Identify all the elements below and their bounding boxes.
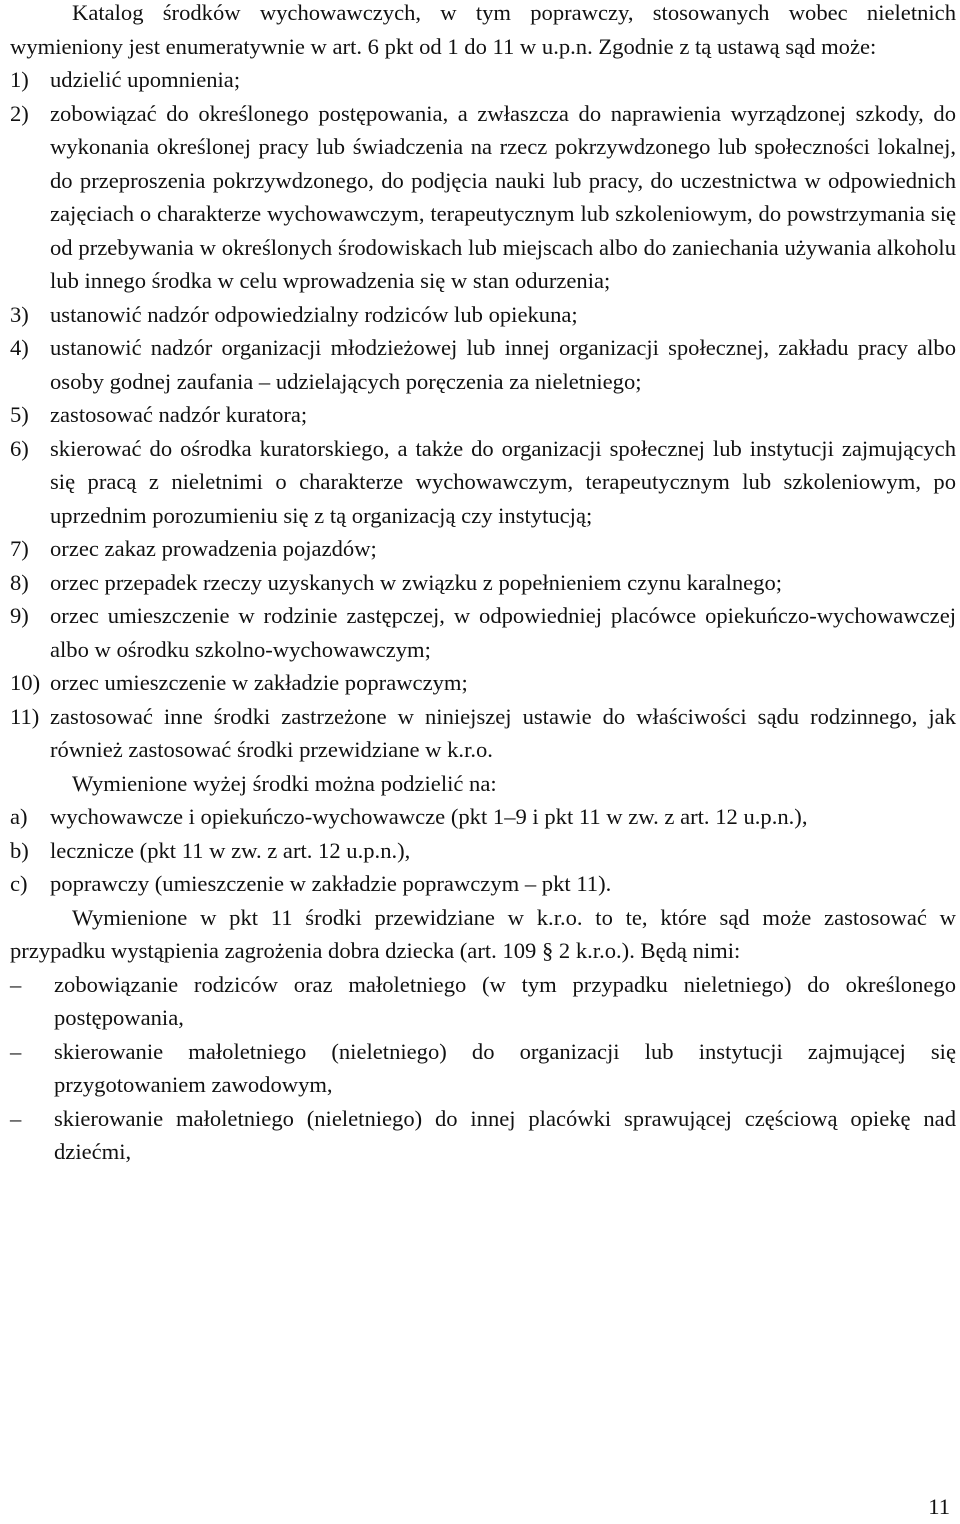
division-list — [10, 800, 956, 901]
measures-list — [10, 63, 956, 767]
item-text: skierowanie małoletniego (nieletniego) do organizacji lub instytucji zajmującej się przygotowaniem zawodowym, — [54, 1038, 956, 1097]
item-number: 5) — [10, 402, 29, 427]
item-text: zastosować inne środki zastrzeżone w niniejszej ustawie do właściwości sądu rodzinnego, jak również zastosować środki przewidziane w k.r.o. — [50, 703, 956, 762]
kro-list — [10, 968, 956, 1169]
item-text: wychowawcze i opiekuńczo-wychowawcze (pkt 1–9 i pkt 11 w zw. z art. 12 u.p.n.), — [50, 804, 808, 829]
item-letter: b) — [10, 837, 29, 863]
item-text: ustanowić nadzór organizacji młodzieżowej lub innej organizacji społecznej, zakładu pracy albo osoby godnej zaufania – udzielających poręczenia za nieletniego; — [50, 335, 956, 394]
item-text: zobowiązać do określonego postępowania, a zwłaszcza do naprawienia wyrządzonej szkody, do wykonania określonej pracy lub świadczenia na rzecz pokrzywdzonego lub społeczności lokalnej, do przeproszenia pokrzywdzonego, do podjęcia nauki lub pracy, do uczestnictwa w odpowiednich zajęciach o charakterze wychowawczym, terapeutycznym lub szkoleniowym, do powstrzymania się od przebywania w określonych środowiskach lub miejscach albo do zaniechania używania alkoholu lub innego środka w celu wprowadzenia się w stan odurzenia; — [50, 100, 956, 293]
item-text: orzec przepadek rzeczy uzyskanych w związku z popełnieniem czynu karalnego; — [50, 569, 783, 595]
item-text: zastosować nadzór kuratora; — [50, 402, 308, 427]
item-letter: a) — [10, 804, 28, 829]
list-item — [10, 1035, 956, 1102]
item-text: skierowanie małoletniego (nieletniego) do innej placówki sprawującej częściową opiekę nad dziećmi, — [54, 1105, 956, 1164]
item-text: ustanowić nadzór odpowiedzialny rodziców lub opiekuna; — [50, 301, 578, 327]
list-item — [10, 331, 956, 398]
list-item — [10, 298, 956, 332]
item-number: 3) — [10, 301, 29, 327]
item-number: 4) — [10, 335, 29, 360]
item-number: 10) — [10, 670, 41, 695]
item-number: 9) — [10, 603, 29, 628]
list-item — [10, 97, 956, 298]
dash-bullet: – — [10, 1105, 22, 1131]
item-text: orzec zakaz prowadzenia pojazdów; — [50, 536, 377, 561]
item-number: 11) — [10, 703, 40, 729]
page-content — [10, 0, 956, 1169]
list-item — [10, 1102, 956, 1169]
list-item — [10, 968, 956, 1035]
item-number: 8) — [10, 569, 29, 595]
list-item — [10, 800, 956, 834]
dash-bullet: – — [10, 1038, 22, 1064]
intro-paragraph: Katalog środków wychowawczych, w tym poprawczy, stosowanych wobec nieletnich wymieniony jest enumeratywnie w art. 6 pkt od 1 do 11 w u.p.n. Zgodnie z tą ustawą sąd może: — [10, 0, 956, 59]
division-paragraph: Wymienione wyżej środki można podzielić na: — [72, 770, 497, 796]
list-item — [10, 532, 956, 566]
list-item — [10, 666, 956, 700]
item-text: udzielić upomnienia; — [50, 67, 241, 92]
item-text: orzec umieszczenie w rodzinie zastępczej, w odpowiedniej placówce opiekuńczo-wychowawczej albo w ośrodku szkolno-wychowawczym; — [50, 603, 956, 662]
list-item — [10, 700, 956, 767]
item-text: poprawczy (umieszczenie w zakładzie poprawczym – pkt 11). — [50, 871, 612, 896]
page-number: 11 — [928, 1494, 950, 1519]
kro-paragraph: Wymienione w pkt 11 środki przewidziane w k.r.o. to te, które sąd może zastosować w przypadku wystąpienia zagrożenia dobra dziecka (art. 109 § 2 k.r.o.). Będą nimi: — [10, 904, 956, 963]
list-item — [10, 63, 956, 97]
list-item — [10, 432, 956, 533]
item-text: orzec umieszczenie w zakładzie poprawczym; — [50, 670, 468, 695]
item-number: 1) — [10, 67, 29, 92]
item-text: skierować do ośrodka kuratorskiego, a także do organizacji społecznej lub instytucji zajmujących się pracą z nieletnimi o charakterze wychowawczym, terapeutycznym lub szkoleniowym, po uprzednim porozumieniu się z tą organizacją czy instytucją; — [50, 435, 956, 528]
item-number: 6) — [10, 435, 29, 461]
item-letter: c) — [10, 871, 28, 896]
item-number: 7) — [10, 536, 29, 561]
list-item — [10, 867, 956, 901]
dash-bullet: – — [10, 971, 22, 997]
list-item — [10, 834, 956, 868]
list-item — [10, 566, 956, 600]
item-text: zobowiązanie rodziców oraz małoletniego (w tym przypadku nieletniego) do określonego postępowania, — [54, 971, 956, 1030]
list-item — [10, 599, 956, 666]
list-item — [10, 398, 956, 432]
item-text: lecznicze (pkt 11 w zw. z art. 12 u.p.n.), — [50, 837, 411, 863]
item-number: 2) — [10, 100, 29, 126]
